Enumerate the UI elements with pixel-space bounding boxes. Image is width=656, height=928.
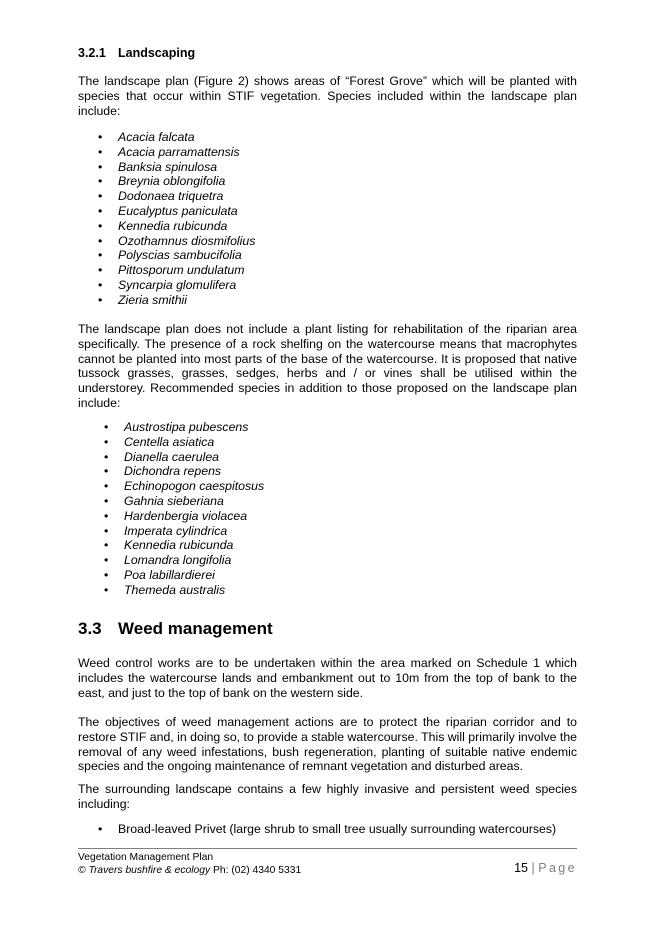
species-list-item: • Hardenbergia violacea <box>78 509 264 524</box>
species-list-item: • Eucalyptus paniculata <box>78 204 255 219</box>
page-number-box <box>514 862 577 875</box>
species-list-recommended <box>78 420 264 598</box>
species-list-item: • Acacia parramattensis <box>78 145 255 160</box>
species-list-item: • Imperata cylindrica <box>78 524 264 539</box>
weed-list-item: • Broad-leaved Privet (large shrub to small tree usually surrounding watercourses) <box>78 822 556 837</box>
species-list-item: • Breynia oblongifolia <box>78 174 255 189</box>
weed-species-list <box>78 822 556 837</box>
species-list-item: • Banksia spinulosa <box>78 160 255 175</box>
species-list-item: • Syncarpia glomulifera <box>78 278 255 293</box>
species-list-item: • Polyscias sambucifolia <box>78 248 255 263</box>
section-title: Landscaping <box>118 46 196 60</box>
paragraph-surrounding-landscape: The surrounding landscape contains a few highly invasive and persistent weed species including: <box>78 782 577 811</box>
footer-phone: Ph: (02) 4340 5331 <box>210 864 302 876</box>
species-list-item: • Themeda australis <box>78 583 264 598</box>
species-list-item: • Dodonaea triquetra <box>78 189 255 204</box>
species-list-item: • Austrostipa pubescens <box>78 420 264 435</box>
species-list-item: • Kennedia rubicunda <box>78 538 264 553</box>
species-list-item: • Dichondra repens <box>78 464 264 479</box>
species-list-item: • Kennedia rubicunda <box>78 219 255 234</box>
section-title: Weed management <box>118 619 273 638</box>
section-number: 3.2.1 <box>78 46 106 60</box>
species-list-item: • Zieria smithii <box>78 293 255 308</box>
species-list-item: • Echinopogon caespitosus <box>78 479 264 494</box>
species-list-item: • Gahnia sieberiana <box>78 494 264 509</box>
page-number: 15 <box>514 861 528 875</box>
section-heading-landscaping <box>78 46 195 60</box>
footer-company: © Travers bushfire & ecology <box>78 864 211 876</box>
section-heading-weed-management <box>78 619 273 639</box>
species-list-item: • Centella asiatica <box>78 435 264 450</box>
page-separator: | <box>531 861 535 875</box>
species-list-item: • Poa labillardierei <box>78 568 264 583</box>
paragraph-riparian: The landscape plan does not include a plant listing for rehabilitation of the riparian area specifically. The presence of a rock shelfing on the watercourse means that macrophytes cannot be planted into most parts of the base of the watercourse. It is proposed that native tussock grasses, grasses, sedges, herbs and / or vines shall be utilised within the understorey. Recommended species in addition to those proposed on the landscape plan include: <box>78 322 577 410</box>
species-list-item: • Dianella caerulea <box>78 450 264 465</box>
paragraph-weed-control-area: Weed control works are to be undertaken within the area marked on Schedule 1 which includes the watercourse lands and embankment out to 10m from the top of bank to the east, and just to the top of bank on the western side. <box>78 656 577 700</box>
page-label: Page <box>538 861 577 875</box>
paragraph-landscape-intro: The landscape plan (Figure 2) shows areas of “Forest Grove” which will be planted with species that occur within STIF vegetation. Species included within the landscape plan include: <box>78 74 577 118</box>
species-list-item: • Lomandra longifolia <box>78 553 264 568</box>
footer-divider <box>78 848 577 849</box>
page-footer <box>78 852 577 878</box>
paragraph-objectives: The objectives of weed management actions are to protect the riparian corridor and to restore STIF and, in doing so, to provide a stable watercourse. This will primarily involve the removal of any weed infestations, bush regeneration, planting of suitable native endemic species and the ongoing maintenance of remnant vegetation and disturbed areas. <box>78 715 577 774</box>
footer-copyright <box>78 865 577 878</box>
footer-doc-title: Vegetation Management Plan <box>78 852 214 863</box>
species-list-item: • Acacia falcata <box>78 130 255 145</box>
species-list-item: • Pittosporum undulatum <box>78 263 255 278</box>
species-list-item: • Ozothamnus diosmifolius <box>78 234 255 249</box>
section-number: 3.3 <box>78 619 102 638</box>
species-list-landscape <box>78 130 255 308</box>
